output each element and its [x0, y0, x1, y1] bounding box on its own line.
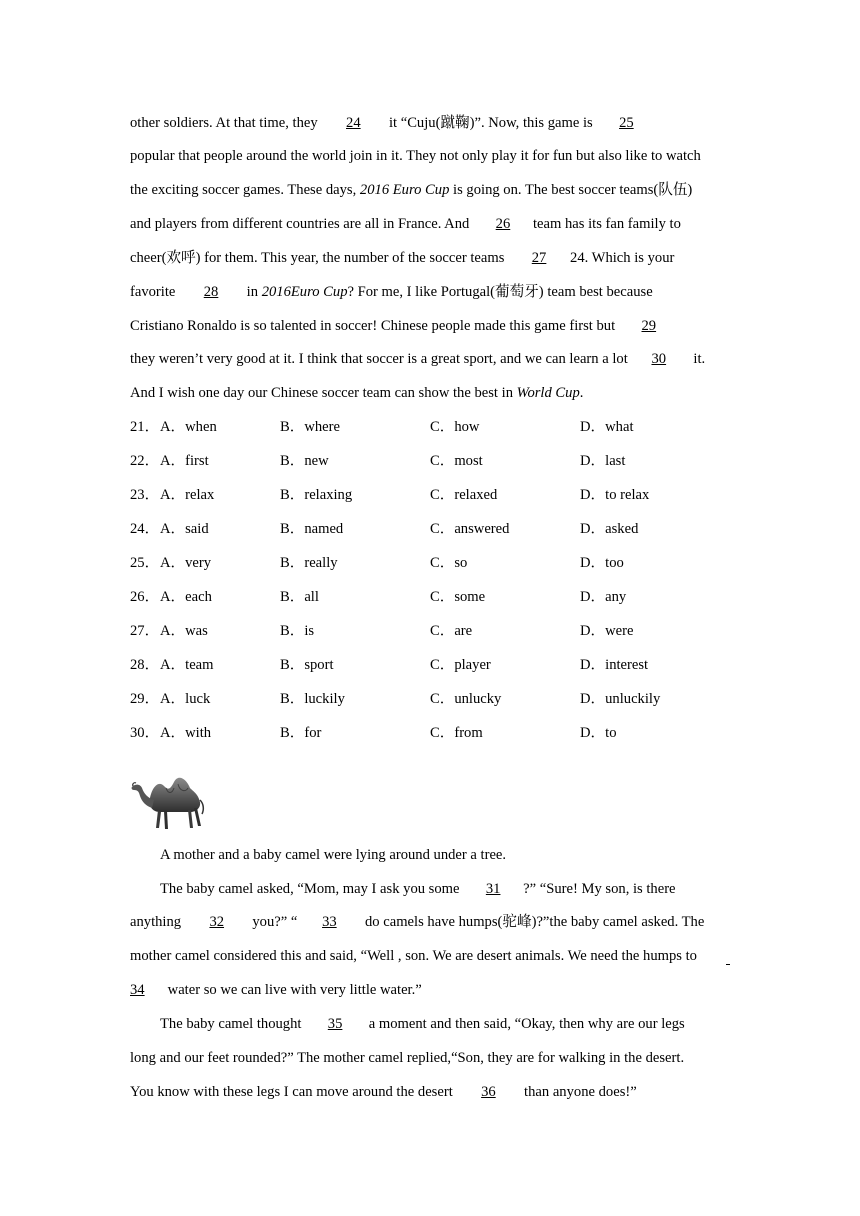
option-28-d[interactable]: D．interest: [580, 657, 649, 673]
blank-24[interactable]: 24: [346, 115, 361, 131]
passage2-line-5: 34 water so we can live with very little water.”: [130, 982, 422, 998]
option-26-b[interactable]: B．all: [280, 589, 319, 605]
passage1-line-3: the exciting soccer games. These days, 2016 Euro Cup is going on. The best soccer teams(队伍): [130, 182, 693, 198]
option-21-b[interactable]: B．where: [280, 419, 340, 435]
option-21-d[interactable]: D．what: [580, 419, 634, 435]
option-26-a[interactable]: A．each: [160, 589, 212, 605]
blank-30[interactable]: 30: [651, 351, 667, 367]
option-23-b[interactable]: B．relaxing: [280, 487, 353, 503]
camel-illustration: [130, 768, 208, 832]
option-24-c[interactable]: C．answered: [430, 521, 510, 537]
blank-25[interactable]: 25: [619, 115, 634, 131]
option-23-c[interactable]: C．relaxed: [430, 487, 498, 503]
option-27-c[interactable]: C．are: [430, 623, 473, 639]
blank-26[interactable]: 26: [495, 216, 511, 232]
blank-34[interactable]: 34: [130, 982, 145, 998]
option-25-d[interactable]: D．too: [580, 555, 624, 571]
option-25-b[interactable]: B．really: [280, 555, 338, 571]
option-26-c[interactable]: C．some: [430, 589, 486, 605]
passage2-line-6: The baby camel thought 35 a moment and then said, “Okay, then why are our legs: [160, 1016, 685, 1032]
passage1-line-2: popular that people around the world join in it. They not only play it for fun but also like to watch: [130, 148, 701, 164]
blank-33[interactable]: 33: [322, 914, 337, 930]
option-24-b[interactable]: B．named: [280, 521, 344, 537]
option-22-a[interactable]: A．first: [160, 453, 209, 469]
option-28-a[interactable]: A．team: [160, 657, 214, 673]
option-28-b[interactable]: B．sport: [280, 657, 334, 673]
blank-27[interactable]: 27: [531, 250, 547, 266]
passage2-line-8: You know with these legs I can move around the desert 36 than anyone does!”: [130, 1084, 637, 1100]
option-21-a[interactable]: A．when: [160, 419, 217, 435]
option-25-c[interactable]: C．so: [430, 555, 468, 571]
option-25-a[interactable]: A．very: [160, 555, 212, 571]
blank-28[interactable]: 28: [203, 284, 219, 300]
passage1-line-4: and players from different countries are all in France. And 26 team has its fan family to: [130, 216, 681, 232]
worksheet-page: other soldiers. At that time, they 24 it “Cuju(蹴鞠)”. Now, this game is 25 popular that people around the world join in it. They not only play it for fun but also like to watch the exciting soccer games. These days, 2016 Euro Cup is going on. The best soccer teams(队伍) and players from different countries are all in France. And 26 team has its fan family to cheer(欢呼) for them. This year, the number of the soccer teams 27 24. Which is your favorite 28 in 2016Euro Cup? For me, I like Portugal(葡萄牙) team best because Cristiano Ronaldo is so talented in soccer! Chinese people made this game first but 29 they weren’t very good at it. I think that soccer is a great sport, and we can learn a lot 30 it. And I wish one day our Chinese soccer team can show the best in World Cup. 21． A．when B．where C．how D．what 22． A．first B．new C．most D．last 23． A．relax B．relaxing C．relaxed D．to relax 24． A．said B．named C．answered D．asked 25． A．very B．really C．so D．too 26． A．each B．all C．some D．any 27． A．was B．is C．are D．were 28． A．team B．sport C．player D．interest 29． A．luck B．luckily C．unlucky D．unluckily 30． A．with B．for C．from D．to A mother and a baby camel were lying around under a tree. The baby camel asked, “Mom, may I ask you some 31 ?” “Sure! My son, is there anything 32 you?” “ 33 do camels have humps(驼峰)?”the baby camel asked. The mother camel considered this and said, “Well , son. We are desert animals. We need the humps to 34 water so we can live with very little water.” The baby camel thought 35 a moment and then said, “Okay, then why are our legs long and our feet rounded?” The mother camel replied,“Son, they are for walking in the desert. You know with these legs I can move around the desert 36 than anyone does!”: [0, 0, 860, 1216]
blank-32[interactable]: 32: [209, 914, 225, 930]
blank-34-start-mark: [726, 956, 730, 965]
passage1-line-9: And I wish one day our Chinese soccer team can show the best in World Cup.: [130, 385, 584, 401]
option-29-b[interactable]: B．luckily: [280, 691, 345, 707]
option-27-b[interactable]: B．is: [280, 623, 315, 639]
passage1-line-1: other soldiers. At that time, they 24 it “Cuju(蹴鞠)”. Now, this game is 25: [130, 113, 730, 133]
option-24-d[interactable]: D．asked: [580, 521, 639, 537]
passage1-line-6: favorite 28 in 2016Euro Cup? For me, I like Portugal(葡萄牙) team best because: [130, 284, 653, 300]
option-21-c[interactable]: C．how: [430, 419, 480, 435]
passage1-line-5: cheer(欢呼) for them. This year, the number of the soccer teams 27 24. Which is your: [130, 250, 675, 266]
option-27-d[interactable]: D．were: [580, 623, 634, 639]
option-29-a[interactable]: A．luck: [160, 691, 211, 707]
option-30-d[interactable]: D．to: [580, 725, 617, 741]
option-30-b[interactable]: B．for: [280, 725, 322, 741]
option-22-d[interactable]: D．last: [580, 453, 626, 469]
blank-36[interactable]: 36: [481, 1084, 496, 1100]
blank-31[interactable]: 31: [485, 881, 501, 897]
passage2-line-4: mother camel considered this and said, “Well , son. We are desert animals. We need the humps to: [130, 948, 697, 964]
option-30-c[interactable]: C．from: [430, 725, 483, 741]
passage1-line-8: they weren’t very good at it. I think that soccer is a great sport, and we can learn a lot 30 it.: [130, 351, 706, 367]
option-28-c[interactable]: C．player: [430, 657, 491, 673]
option-22-b[interactable]: B．new: [280, 453, 329, 469]
blank-35[interactable]: 35: [327, 1016, 343, 1032]
passage1-line-7: Cristiano Ronaldo is so talented in soccer! Chinese people made this game first but 29: [130, 316, 730, 336]
passage2-line-1: A mother and a baby camel were lying around under a tree.: [160, 847, 507, 863]
option-29-d[interactable]: D．unluckily: [580, 691, 661, 707]
option-26-d[interactable]: D．any: [580, 589, 627, 605]
passage2-line-7: long and our feet rounded?” The mother camel replied,“Son, they are for walking in the desert.: [130, 1050, 685, 1066]
option-29-c[interactable]: C．unlucky: [430, 691, 502, 707]
option-30-a[interactable]: A．with: [160, 725, 212, 741]
option-24-a[interactable]: A．said: [160, 521, 209, 537]
passage2-line-2: The baby camel asked, “Mom, may I ask you some 31 ?” “Sure! My son, is there: [160, 881, 676, 897]
blank-29[interactable]: 29: [641, 318, 657, 334]
option-23-a[interactable]: A．relax: [160, 487, 215, 503]
passage2-line-3: anything 32 you?” “ 33 do camels have humps(驼峰)?”the baby camel asked. The: [130, 914, 705, 930]
option-27-a[interactable]: A．was: [160, 623, 208, 639]
option-22-c[interactable]: C．most: [430, 453, 483, 469]
option-23-d[interactable]: D．to relax: [580, 487, 650, 503]
